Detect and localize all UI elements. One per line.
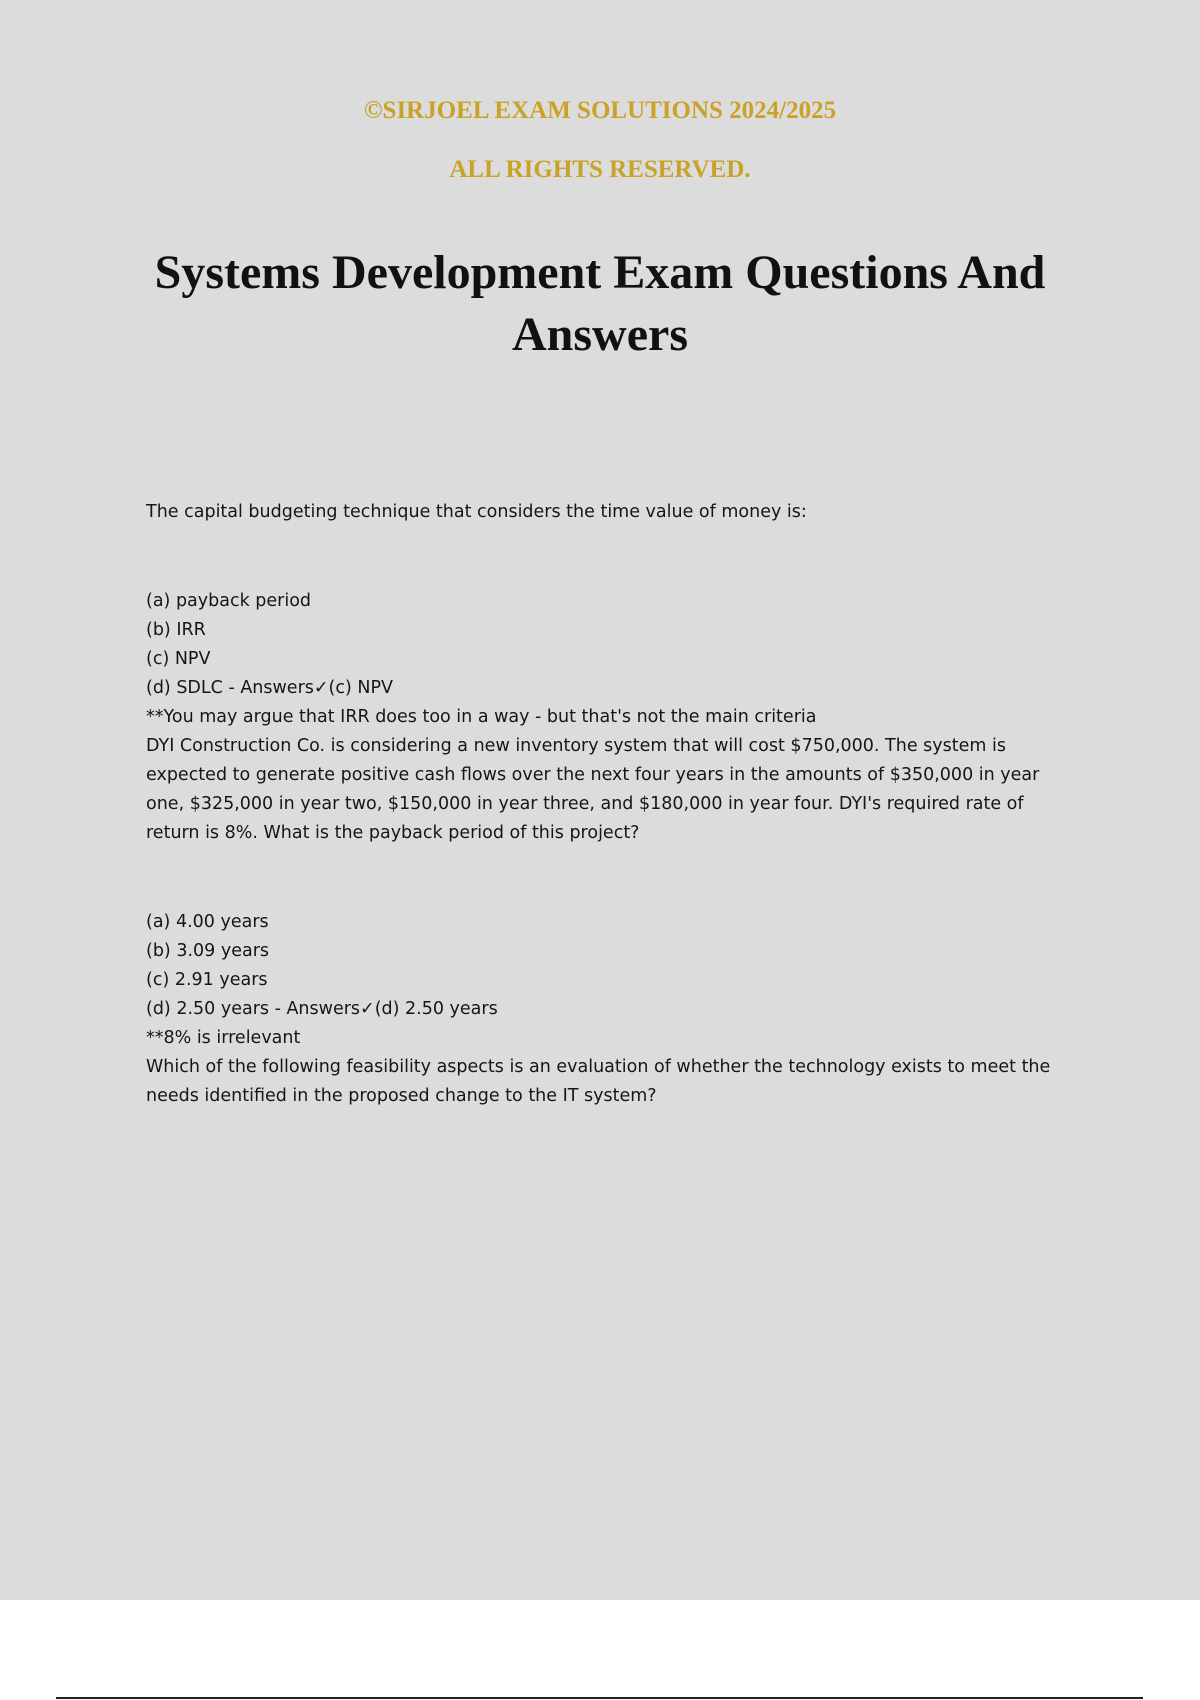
question-2 <box>146 732 1076 1053</box>
answer-option: (b) IRR <box>146 620 206 640</box>
answer-options <box>146 908 1076 1024</box>
question-1 <box>146 498 1076 732</box>
explanation-note: **You may argue that IRR does too in a way - but that's not the main criteria <box>146 707 817 727</box>
rights-reserved-header: ALL RIGHTS RESERVED. <box>449 156 751 183</box>
answer-option: (a) payback period <box>146 591 312 611</box>
question-text: The capital budgeting technique that considers the time value of money is: <box>146 502 807 522</box>
answer-options <box>146 587 1076 703</box>
question-text: Which of the following feasibility aspects is an evaluation of whether the technology exists to meet the needs identified in the proposed change to the IT system? <box>146 1057 1051 1106</box>
answer-option: (a) 4.00 years <box>146 912 269 932</box>
explanation-note: **8% is irrelevant <box>146 1028 301 1048</box>
question-3 <box>146 1053 1076 1111</box>
answer-option: (c) NPV <box>146 649 211 669</box>
answer-option: (c) 2.91 years <box>146 970 268 990</box>
answer-option-with-answer: (d) SDLC - Answers✓(c) NPV <box>146 678 394 698</box>
document-content <box>146 498 1076 1111</box>
document-title: Systems Development Exam Questions And Answers <box>154 246 1046 361</box>
answer-option-with-answer: (d) 2.50 years - Answers✓(d) 2.50 years <box>146 999 498 1019</box>
copyright-header: ©SIRJOEL EXAM SOLUTIONS 2024/2025 <box>363 97 837 124</box>
answer-option: (b) 3.09 years <box>146 941 270 961</box>
question-text: DYI Construction Co. is considering a new inventory system that will cost $750,000. The system is expected to generate positive cash flows over the next four years in the amounts of $350,000 in year one, $325,000 in year two, $150,000 in year three, and $180,000 in year four. DYI's required rate of return is 8%. What is the payback period of this project? <box>146 736 1040 843</box>
footer-divider <box>56 1697 1143 1699</box>
